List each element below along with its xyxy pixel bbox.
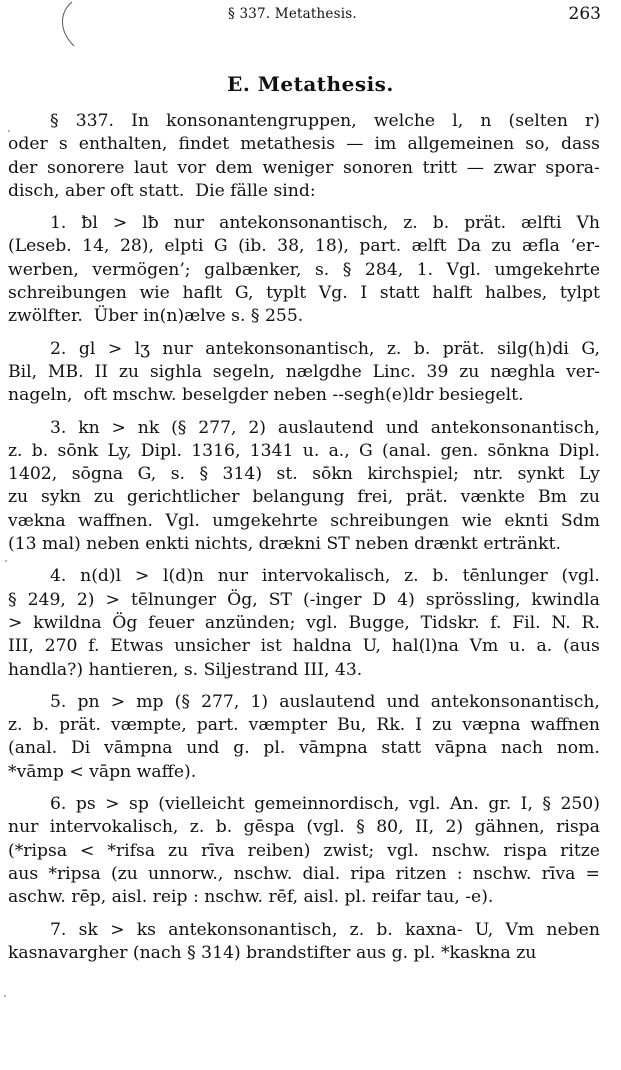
text-line: zwölfter. Über in(n)ælve s. § 255. bbox=[8, 306, 304, 327]
text-line: handla?) hantieren, s. Siljestrand III, 43. bbox=[8, 659, 363, 680]
text-line: 1402, sōgna G, s. § 314) st. sōkn kirchspiel; ntr. synkt Ly bbox=[8, 464, 600, 485]
text-line: oder s enthalten, findet metathesis — im allgemeinen so, dass bbox=[8, 134, 600, 155]
text-line: der sonorere laut vor dem weniger sonoren tritt — zwar spora- bbox=[8, 157, 600, 178]
text-line: (Leseb. 14, 28), elpti G (ib. 38, 18), part. ælft Da zu æfla ‘er- bbox=[8, 236, 600, 257]
paragraph bbox=[8, 338, 600, 408]
running-header bbox=[0, 4, 621, 24]
body-text bbox=[8, 110, 600, 965]
text-line: 6. ps > sp (vielleicht gemeinnordisch, vgl. An. gr. I, § 250) bbox=[50, 794, 600, 815]
text-line: > kwildna Ög feuer anzünden; vgl. Bugge, Tidskr. f. Fil. N. R. bbox=[8, 612, 600, 633]
text-line: § 337. In konsonantengruppen, welche l, n (selten r) bbox=[50, 111, 600, 131]
text-line: kasnavargher (nach § 314) brandstifter aus g. pl. *kaskna zu bbox=[8, 942, 537, 963]
page-number: 263 bbox=[568, 4, 601, 24]
text-line: schreibungen wie haflt G, typlt Vg. I statt halft halbes, tylpt bbox=[8, 283, 600, 304]
text-line: 1. ƀl > lƀ nur antekonsonantisch, z. b. prät. ælfti Vh bbox=[50, 213, 600, 234]
text-line: zu sykn zu gerichtlicher belangung frei, prät. vænkte Bm zu bbox=[8, 487, 600, 508]
paragraph bbox=[8, 110, 600, 203]
scan-speck bbox=[5, 560, 7, 562]
paragraph bbox=[8, 919, 600, 966]
scan-speck bbox=[8, 130, 10, 132]
text-line: disch, aber oft statt. Die fälle sind: bbox=[8, 180, 316, 201]
text-line: nageln, oft mschw. beselgder neben --segh(e)ldr besiegelt. bbox=[8, 385, 524, 406]
text-line: nur intervokalisch, z. b. gēspa (vgl. § 80, II, 2) gähnen, rispa bbox=[8, 817, 600, 838]
text-line: z. b. sōnk Ly, Dipl. 1316, 1341 u. a., G (anal. gen. sōnkna Dipl. bbox=[8, 440, 600, 461]
paragraph bbox=[8, 212, 600, 328]
text-line: aschw. rēp, aisl. reip : nschw. rēf, aisl. pl. reifar tau, -e). bbox=[8, 887, 494, 908]
running-head-title: § 337. Metathesis. bbox=[228, 6, 357, 22]
text-line: 2. gl > lʒ nur antekonsonantisch, z. b. prät. silg(h)di G, bbox=[50, 338, 600, 359]
text-line: III, 270 f. Etwas unsicher ist haldna U, hal(l)na Vm u. a. (aus bbox=[8, 636, 600, 657]
text-line: aus *ripsa (zu unnorw., nschw. dial. ripa ritzen : nschw. rīva = bbox=[8, 863, 600, 884]
text-line: (anal. Di vāmpna und g. pl. vāmpna statt vāpna nach nom. bbox=[8, 738, 600, 759]
text-line: 4. n(d)l > l(d)n nur intervokalisch, z. b. tēnlunger (vgl. bbox=[50, 566, 600, 587]
text-line: vækna waffnen. Vgl. umgekehrte schreibungen wie eknti Sdm bbox=[8, 510, 600, 531]
text-line: (13 mal) neben enkti nichts, drækni ST neben drænkt ertränkt. bbox=[8, 534, 561, 555]
text-line: werben, vermögen’; galbænker, s. § 284, 1. Vgl. umgekehrte bbox=[8, 259, 600, 280]
text-line: § 249, 2) > tēlnunger Ög, ST (-inger D 4) sprössling, kwindla bbox=[8, 589, 600, 610]
paragraph bbox=[8, 691, 600, 784]
paragraph bbox=[8, 565, 600, 681]
text-line: 7. sk > ks antekonsonantisch, z. b. kaxna- U, Vm neben bbox=[50, 919, 600, 940]
paragraph bbox=[8, 793, 600, 909]
text-line: (*ripsa < *rifsa zu rīva reiben) zwist; vgl. nschw. rispa ritze bbox=[8, 840, 600, 861]
text-line: 5. pn > mp (§ 277, 1) auslautend und antekonsonantisch, bbox=[50, 691, 600, 712]
text-line: z. b. prät. væmpte, part. væmpter Bu, Rk. I zu væpna waffnen bbox=[8, 715, 600, 736]
text-line: 3. kn > nk (§ 277, 2) auslautend und antekonsonantisch, bbox=[50, 417, 600, 438]
scan-speck bbox=[4, 995, 6, 997]
text-line: *vāmp < vāpn waffe). bbox=[8, 761, 197, 782]
text-line: Bil, MB. II zu sighla segeln, nælgdhe Linc. 39 zu næghla ver- bbox=[8, 361, 600, 382]
paragraph bbox=[8, 417, 600, 557]
section-heading: E. Metathesis. bbox=[227, 72, 394, 96]
